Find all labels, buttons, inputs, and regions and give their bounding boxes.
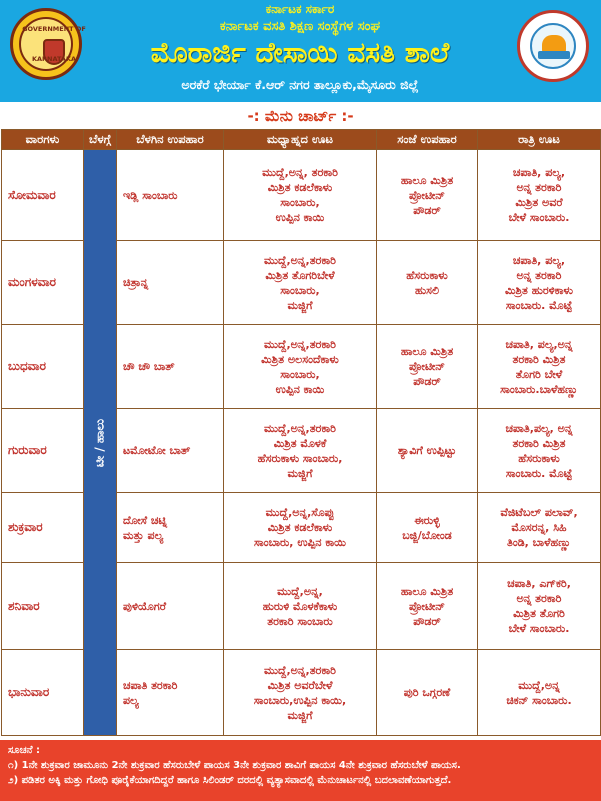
breakfast-cell: ಇಡ್ಲಿ ಸಾಂಬಾರು — [117, 150, 224, 241]
lunch-cell — [224, 241, 377, 325]
dinner-cell — [478, 650, 601, 736]
dinner-line: ಅನ್ನ ತರಕಾರಿ — [516, 592, 562, 605]
breakfast-cell: ಚಿತ್ರಾನ್ನ — [117, 241, 224, 325]
header-breakfast: ಬೆಳಗಿನ ಉಪಹಾರ — [117, 130, 224, 150]
breakfast-line: ದೋಸೆ ಚಟ್ನಿ — [123, 513, 168, 527]
snack-cell — [377, 325, 478, 409]
dinner-line: ಅನ್ನ ತರಕಾರಿ — [516, 268, 562, 282]
dinner-line: ತರಕಾರಿ ಮಿಶ್ರಿತ — [512, 352, 566, 366]
breakfast-cell: ಪುಳಿಯೊಗರೆ — [117, 563, 224, 650]
breakfast-cell — [117, 493, 224, 563]
lunch-line: ಸಾಂಬಾರು, ಉಪ್ಪಿನ ಕಾಯಿ — [254, 536, 346, 549]
lunch-line: ಮುದ್ದೆ,ಅನ್ನ,ಸೊಪ್ಪು — [265, 506, 335, 519]
day-cell: ಸೋಮವಾರ — [2, 150, 84, 241]
lunch-line: ಹುರುಳಿ ಮೊಳಕೆಕಾಳು — [262, 599, 338, 613]
note-line-1: ೧) 1ನೇ ಶುಕ್ರವಾರ ಜಾಮೂನು 2ನೇ ಶುಕ್ರವಾರ ಹೆಸರುಬೇಳೆ ಪಾಯಸ 3ನೇ ಶುಕ್ರವಾರ ಶಾವಿಗೆ ಪಾಯಸ 4ನೇ ಶುಕ್ರವಾರ ಹೆಸರುಬೇಳೆ ಪಾಯಸ. — [8, 760, 461, 771]
snack-cell — [377, 241, 478, 325]
tea-milk-cell — [84, 150, 117, 736]
header-morning: ಬೆಳಗ್ಗೆ — [84, 130, 117, 150]
dinner-line: ಹೆಸರುಕಾಳು — [518, 451, 560, 465]
emblem-top-text: GOVERNMENT OF — [22, 25, 86, 33]
emblem-bottom-text: KARNATAKA — [31, 55, 77, 63]
lunch-line: ಮುದ್ದೆ,ಅನ್ನ, ತರಕಾರಿ — [262, 166, 338, 179]
snack-line: ಪ್ರೋಟೀನ್ — [409, 360, 445, 373]
dinner-cell — [478, 493, 601, 563]
lunch-line: ಸಾಂಬಾರು,ಉಪ್ಪಿನ ಕಾಯಿ, — [253, 693, 347, 707]
dinner-line: ಸಾಂಬಾರು. ಮೊಟ್ಟೆ — [505, 298, 573, 312]
dinner-line: ಸಾಂಬಾರು.ಬಾಳೆಹಣ್ಣು — [500, 382, 578, 396]
snack-line: ಹುಸಲಿ — [415, 283, 439, 297]
lunch-line: ಮುದ್ದೆ,ಅನ್ನ,ತರಕಾರಿ — [263, 337, 336, 351]
dinner-line: ಮಿಶ್ರಿತ ಹುರಳಿಕಾಳು — [505, 283, 573, 297]
dinner-line: ಚಪಾತಿ, ಎಗ್‌ಕರಿ, — [507, 577, 571, 590]
table-row — [2, 150, 601, 241]
lunch-line: ಮಜ್ಜಿಗೆ — [287, 708, 313, 722]
snack-cell — [377, 409, 478, 493]
lunch-line: ಮುದ್ದೆ,ಅನ್ನ,ತರಕಾರಿ — [263, 663, 336, 677]
breakfast-cell: ಚೌ ಚೌ ಬಾತ್ — [117, 325, 224, 409]
dinner-line: ಸಾಂಬಾರು. ಮೊಟ್ಟೆ — [505, 466, 573, 480]
dinner-line: ಚಪಾತಿ, ಪಲ್ಯ, — [512, 166, 566, 179]
snack-line: ಪೌಡರ್ — [413, 614, 441, 628]
lunch-line: ಮಿಶ್ರಿತ ಅಲಸಂದೆಕಾಳು — [261, 352, 339, 366]
lunch-line: ಸಾಂಬಾರು, — [280, 196, 320, 209]
snack-line: ಪುರಿ ಒಗ್ಗರಣೆ — [403, 686, 451, 699]
lunch-line: ಉಪ್ಪಿನ ಕಾಯಿ — [275, 211, 325, 224]
menu-table — [1, 129, 601, 736]
header-banner — [0, 0, 601, 102]
logo-book-shape — [538, 51, 570, 59]
lunch-line: ಹೆಸರುಕಾಳು ಸಾಂಬಾರು, — [257, 451, 343, 465]
lunch-cell — [224, 493, 377, 563]
lunch-line: ಸಾಂಬಾರು, — [280, 283, 320, 297]
dinner-line: ತರಕಾರಿ ಮಿಶ್ರಿತ — [512, 436, 566, 450]
lunch-line: ಮಿಶ್ರಿತ ತೊಗರಿಬೇಳೆ — [265, 268, 335, 282]
school-name: ಮೊರಾರ್ಜಿ ದೇಸಾಯಿ ವಸತಿ ಶಾಲೆ — [150, 36, 450, 69]
dinner-line: ಮುದ್ದೆ,ಅನ್ನ — [518, 678, 560, 692]
lunch-cell — [224, 650, 377, 736]
dinner-line: ಬೇಳೆ ಸಾಂಬಾರು. — [508, 211, 570, 224]
day-cell: ಭಾನುವಾರ — [2, 650, 84, 736]
lunch-cell — [224, 325, 377, 409]
lunch-cell — [224, 150, 377, 241]
lunch-line: ಸಾಂಬಾರು, — [280, 367, 320, 381]
breakfast-cell: ಟಮೋಟೋ ಬಾತ್ — [117, 409, 224, 493]
breakfast-line: ಪಲ್ಯ — [123, 693, 139, 707]
day-cell: ಗುರುವಾರ — [2, 409, 84, 493]
society-name: ಕರ್ನಾಟಕ ವಸತಿ ಶಿಕ್ಷಣ ಸಂಸ್ಥೆಗಳ ಸಂಘ — [219, 19, 381, 34]
dinner-line: ಅನ್ನ ತರಕಾರಿ — [516, 181, 562, 194]
header-lunch: ಮಧ್ಯಾಹ್ನದ ಊಟ — [224, 130, 377, 150]
school-address: ಅರಕೆರೆ ಭೇರ್ಯಾ ಕೆ.ಆರ್ ನಗರ ತಾಲ್ಲೂಕು,ಮೈಸೂರು ಜಿಲ್ಲೆ — [181, 77, 419, 92]
lunch-cell — [224, 563, 377, 650]
snack-cell — [377, 650, 478, 736]
tea-milk-label: ಟೀ / ಹಾಲು — [92, 418, 107, 467]
breakfast-cell — [117, 650, 224, 736]
breakfast-line: ಚಪಾತಿ ತರಕಾರಿ — [123, 678, 178, 692]
header-evening-snack: ಸಂಜೆ ಉಪಹಾರ — [377, 130, 478, 150]
society-logo-icon — [517, 10, 589, 82]
emblem-ring — [19, 17, 86, 71]
karnataka-emblem-icon — [10, 8, 86, 80]
lunch-line: ಮಿಶ್ರಿತ ಕಡಲೆಕಾಳು — [267, 521, 333, 534]
note-line-2: ೨) ಪಡಿತರ ಅಕ್ಕಿ ಮತ್ತು ಗೋಧಿ ಪೂರೈಕೆಯಾಗದಿದ್ದರೆ ಹಾಗೂ ಸಿಲಿಂಡರ್ ದರದಲ್ಲಿ ವ್ಯತ್ಯಾಸವಾದಲ್ಲಿ ಮೆನುಚಾರ್ಟನಲ್ಲಿ ಬದಲಾವಣೆಯಾಗುತ್ತದೆ. — [8, 775, 452, 786]
lunch-line: ಮುದ್ದೆ,ಅನ್ನ, — [277, 584, 323, 598]
day-cell: ಶುಕ್ರವಾರ — [2, 493, 84, 563]
day-cell: ಬುಧವಾರ — [2, 325, 84, 409]
lunch-line: ಮಜ್ಜಿಗೆ — [287, 466, 313, 480]
menu-chart-title: -: ಮೆನು ಚಾರ್ಟ್ :- — [247, 107, 354, 125]
lunch-line: ಮಿಶ್ರಿತ ಅವರೆಬೇಳೆ — [267, 678, 333, 692]
snack-cell — [377, 493, 478, 563]
lunch-line: ಮಿಶ್ರಿತ ಮೊಳಕೆ — [273, 436, 327, 450]
table-header-row — [2, 130, 601, 150]
snack-line: ಬಜ್ಜಿ/ಬೋಂಡ — [402, 528, 452, 542]
dinner-line: ಚಿಕನ್ ಸಾಂಬಾರು. — [506, 693, 572, 707]
snack-cell — [377, 563, 478, 650]
snack-line: ಈರುಳ್ಳಿ — [414, 513, 440, 527]
dinner-cell — [478, 563, 601, 650]
lunch-line: ತರಕಾರಿ ಸಾಂಬಾರು — [267, 614, 333, 628]
snack-line: ಹಾಲೂ ಮಿಶ್ರಿತ — [400, 584, 454, 598]
snack-line: ಪ್ರೋಟೀನ್ — [409, 599, 445, 613]
dinner-line: ತಿಂಡಿ, ಬಾಳೆಹಣ್ಣು — [507, 536, 571, 549]
dinner-cell — [478, 325, 601, 409]
lunch-line: ಉಪ್ಪಿನ ಕಾಯಿ — [275, 382, 325, 396]
snack-line: ಶ್ಯಾವಿಗೆ ಉಪ್ಪಿಟ್ಟು — [397, 444, 457, 457]
gov-label: ಕರ್ನಾಟಕ ಸರ್ಕಾರ — [265, 2, 335, 16]
dinner-line: ಮಿಶ್ರಿತ ತೊಗರಿ — [513, 607, 565, 620]
notes-label: ಸೂಚನೆ : — [8, 745, 40, 756]
lunch-line: ಮುದ್ದೆ,ಅನ್ನ,ತರಕಾರಿ — [263, 253, 336, 267]
lunch-line: ಮಿಶ್ರಿತ ಕಡಲೆಕಾಳು — [267, 181, 333, 194]
lunch-cell — [224, 409, 377, 493]
notes-footer — [0, 740, 601, 801]
snack-line: ಪ್ರೋಟೀನ್ — [409, 188, 445, 202]
lunch-line: ಮಜ್ಜಿಗೆ — [287, 298, 313, 312]
lunch-line: ಮುದ್ದೆ,ಅನ್ನ,ತರಕಾರಿ — [263, 421, 336, 435]
dinner-line: ಚಪಾತಿ, ಪಲ್ಯ,ಅನ್ನ — [505, 337, 573, 351]
dinner-line: ತೊಗರಿ ಬೇಳೆ — [515, 367, 563, 381]
header-dinner: ರಾತ್ರಿ ಊಟ — [478, 130, 601, 150]
dinner-cell — [478, 241, 601, 325]
dinner-line: ಮೊಸರನ್ನ, ಸಿಹಿ — [511, 521, 567, 534]
snack-line: ಹಾಲೂ ಮಿಶ್ರಿತ — [400, 173, 454, 187]
header-days: ವಾರಗಳು — [2, 130, 84, 150]
day-cell: ಶನಿವಾರ — [2, 563, 84, 650]
snack-line: ಹಾಲೂ ಮಿಶ್ರಿತ — [400, 345, 454, 358]
dinner-cell — [478, 409, 601, 493]
snack-line: ಹೆಸರುಕಾಳು — [406, 268, 448, 282]
dinner-line: ವೆಜಿಟೆಬಲ್ ಪಲಾವ್, — [500, 506, 578, 519]
dinner-cell — [478, 150, 601, 241]
day-cell: ಮಂಗಳವಾರ — [2, 241, 84, 325]
snack-cell — [377, 150, 478, 241]
snack-line: ಪೌಡರ್ — [413, 375, 441, 388]
dinner-line: ಮಿಶ್ರಿತ ಅವರೆ — [515, 196, 563, 209]
snack-line: ಪೌಡರ್ — [413, 203, 441, 217]
dinner-line: ಬೇಳೆ ಸಾಂಬಾರು. — [508, 622, 570, 635]
dinner-line: ಚಪಾತಿ, ಪಲ್ಯ, — [512, 253, 566, 267]
breakfast-line: ಮತ್ತು ಪಲ್ಯ — [123, 528, 164, 542]
dinner-line: ಚಪಾತಿ,ಪಲ್ಯ, ಅನ್ನ — [505, 421, 573, 435]
